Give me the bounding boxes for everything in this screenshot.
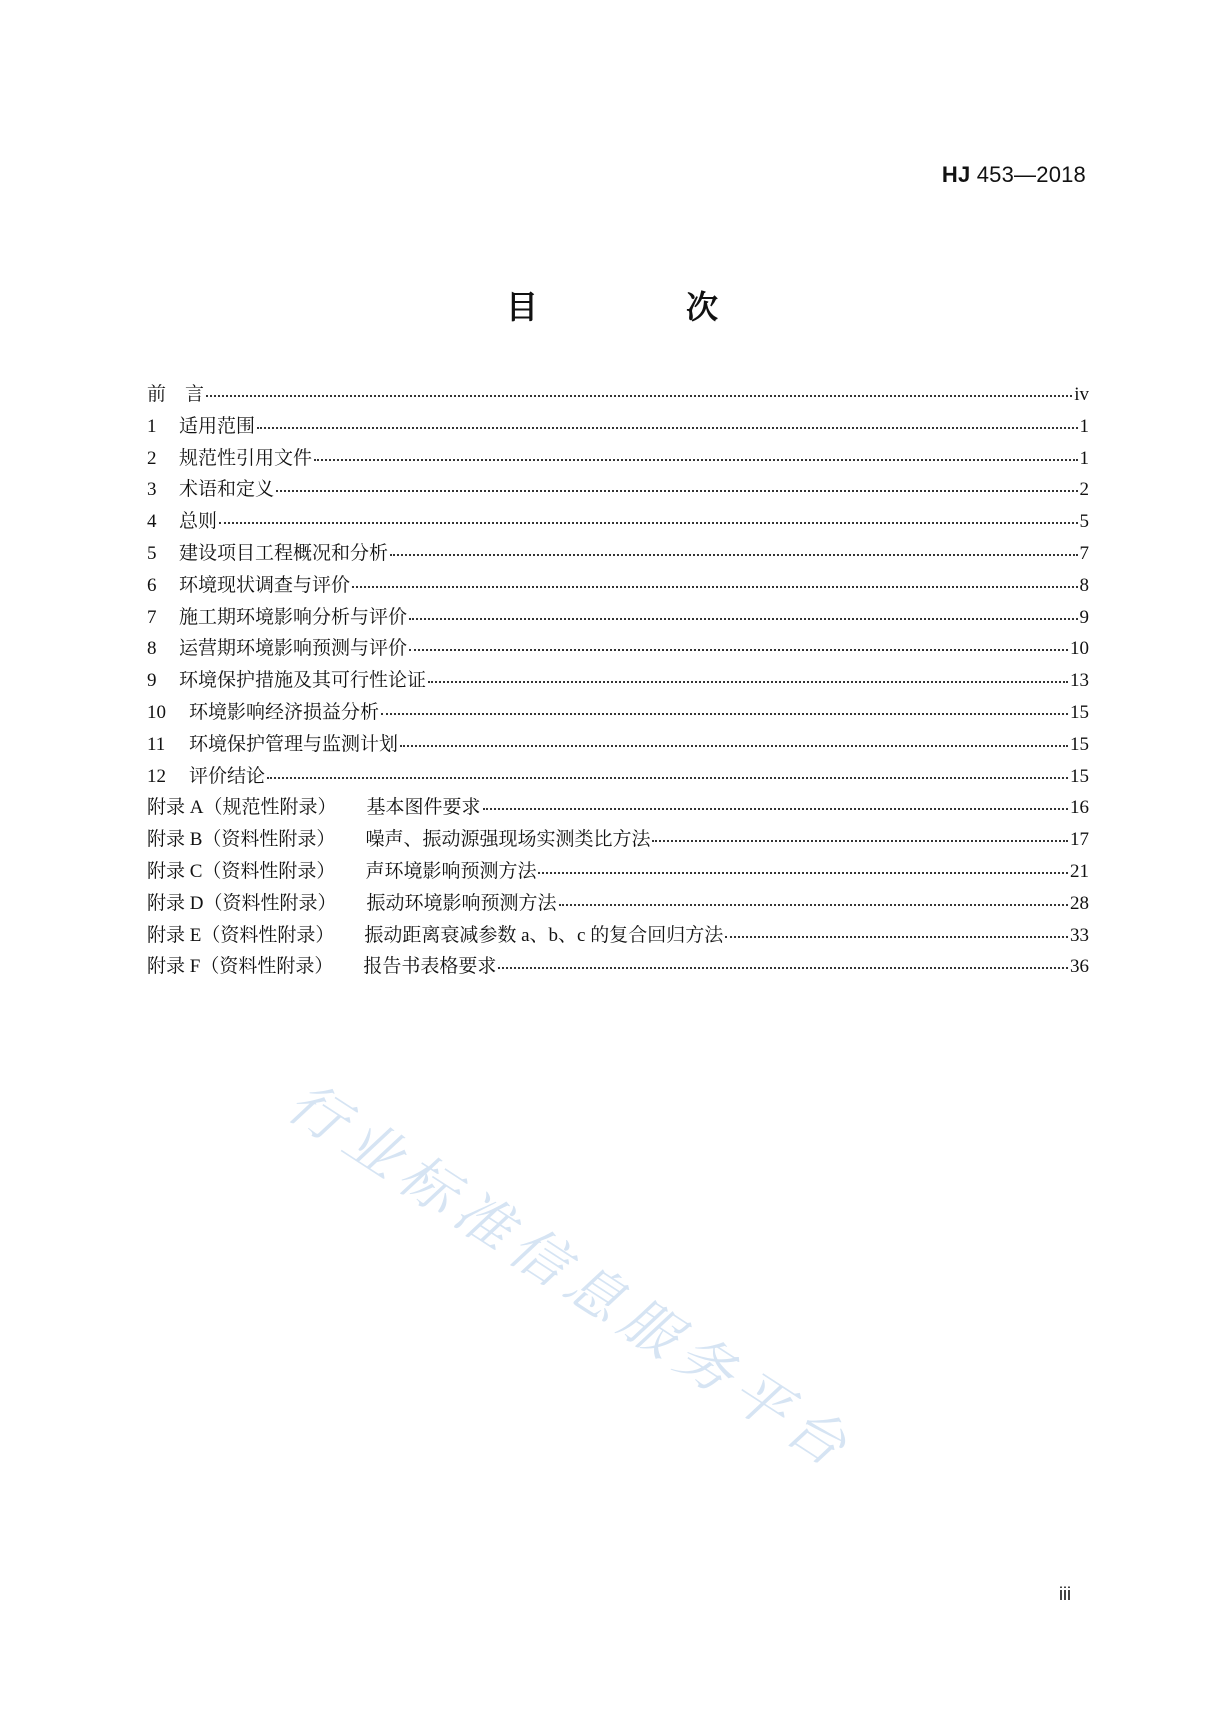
- toc-entry-label: 报告书表格要求: [363, 956, 497, 978]
- toc-entry[interactable]: [147, 633, 1089, 665]
- toc-entry[interactable]: [147, 506, 1089, 538]
- toc-appendix-code: 附录 F（资料性附录）: [147, 956, 334, 978]
- toc-leader-dots: [267, 775, 1068, 779]
- toc-entry-page: 13: [1070, 670, 1089, 692]
- table-of-contents: [147, 379, 1089, 983]
- toc-leader-dots: [400, 743, 1068, 747]
- toc-entry-page: 15: [1070, 733, 1089, 755]
- toc-leader-dots: [498, 965, 1068, 969]
- toc-leader-dots: [652, 838, 1068, 842]
- toc-entry-appendix[interactable]: [147, 792, 1089, 824]
- toc-entry-label: 前 言: [147, 384, 205, 405]
- toc-entry-appendix[interactable]: [147, 951, 1089, 983]
- toc-entry-label: 环境影响经济损益分析: [189, 701, 380, 723]
- toc-entry-page: 16: [1070, 797, 1089, 819]
- toc-appendix-code: 附录 D（资料性附录）: [147, 892, 337, 914]
- toc-entry-number: 11: [147, 733, 166, 755]
- toc-entry[interactable]: [147, 761, 1089, 793]
- toc-entry-page: 2: [1079, 479, 1089, 501]
- toc-entry[interactable]: [147, 379, 1089, 411]
- toc-entry[interactable]: [147, 474, 1089, 506]
- toc-entry-page: 17: [1070, 829, 1089, 851]
- toc-entry[interactable]: [147, 602, 1089, 634]
- toc-entry[interactable]: [147, 538, 1089, 570]
- toc-entry-appendix[interactable]: [147, 856, 1089, 888]
- toc-entry-appendix[interactable]: [147, 920, 1089, 952]
- toc-entry-label: 环境保护管理与监测计划: [189, 733, 399, 755]
- toc-entry-number: 1: [147, 415, 157, 437]
- toc-entry-appendix[interactable]: [147, 888, 1089, 920]
- toc-appendix-code: 附录 E（资料性附录）: [147, 924, 335, 946]
- toc-entry-number: 9: [147, 670, 157, 692]
- toc-appendix-code: 附录 C（资料性附录）: [147, 860, 336, 882]
- toc-leader-dots: [257, 425, 1077, 429]
- toc-entry-label: 振动距离衰减参数 a、b、c 的复合回归方法: [364, 924, 724, 946]
- toc-entry-label: 建设项目工程概况和分析: [179, 542, 389, 564]
- document-code: [942, 162, 1086, 188]
- toc-entry-number: 2: [147, 447, 157, 469]
- toc-entry-page: 1: [1079, 415, 1089, 437]
- toc-entry-label: 评价结论: [189, 765, 266, 787]
- page-number: iii: [1059, 1584, 1071, 1604]
- toc-entry-page: 1: [1079, 447, 1089, 469]
- toc-leader-dots: [409, 616, 1077, 620]
- toc-entry-label: 振动环境影响预测方法: [366, 892, 557, 914]
- toc-appendix-code: 附录 A（规范性附录）: [147, 797, 337, 819]
- toc-entry-number: 6: [147, 574, 157, 596]
- toc-leader-dots: [559, 902, 1069, 906]
- toc-entry[interactable]: [147, 570, 1089, 602]
- toc-leader-dots: [276, 488, 1077, 492]
- document-code-number: 453—2018: [976, 162, 1086, 187]
- toc-leader-dots: [538, 870, 1068, 874]
- toc-entry-label: 声环境影响预测方法: [365, 860, 537, 882]
- toc-entry-label: 环境保护措施及其可行性论证: [179, 670, 427, 692]
- toc-entry-page: 28: [1070, 892, 1089, 914]
- toc-entry[interactable]: [147, 411, 1089, 443]
- toc-entry-label: 规范性引用文件: [179, 447, 313, 469]
- toc-entry-page: 8: [1079, 574, 1089, 596]
- toc-appendix-code: 附录 B（资料性附录）: [147, 829, 336, 851]
- toc-entry-page: 33: [1070, 924, 1089, 946]
- toc-entry-label: 环境现状调查与评价: [179, 574, 351, 596]
- toc-entry-label: 术语和定义: [179, 479, 275, 501]
- document-code-prefix: HJ: [941, 162, 971, 187]
- toc-entry-number: 5: [147, 542, 157, 564]
- toc-leader-dots: [314, 457, 1077, 461]
- toc-leader-dots: [725, 934, 1068, 938]
- toc-entry-page: 10: [1070, 638, 1089, 660]
- toc-entry-number: 3: [147, 479, 157, 501]
- toc-entry[interactable]: [147, 443, 1089, 475]
- toc-leader-dots: [381, 711, 1068, 715]
- toc-leader-dots: [352, 584, 1077, 588]
- toc-entry-label: 总则: [179, 511, 218, 533]
- watermark-text: 行业标准信息服务平台: [276, 1070, 865, 1485]
- toc-entry-number: 7: [147, 606, 157, 628]
- toc-leader-dots: [390, 552, 1077, 556]
- toc-entry-label: 噪声、振动源强现场实测类比方法: [365, 829, 651, 851]
- toc-leader-dots: [428, 679, 1068, 683]
- toc-entry[interactable]: [147, 729, 1089, 761]
- toc-leader-dots: [483, 806, 1069, 810]
- toc-entry-number: 10: [147, 701, 166, 723]
- toc-entry-number: 8: [147, 638, 157, 660]
- toc-entry-page: 9: [1079, 606, 1089, 628]
- toc-entry-page: 15: [1070, 765, 1089, 787]
- toc-entry-page: 21: [1070, 860, 1089, 882]
- toc-entry[interactable]: [147, 697, 1089, 729]
- toc-entry-page: iv: [1074, 384, 1089, 405]
- toc-entry-page: 7: [1079, 542, 1089, 564]
- toc-entry-label: 适用范围: [179, 415, 256, 437]
- toc-entry-label: 施工期环境影响分析与评价: [179, 606, 408, 628]
- toc-entry-appendix[interactable]: [147, 824, 1089, 856]
- toc-entry-page: 5: [1079, 511, 1089, 533]
- toc-entry-page: 36: [1070, 956, 1089, 978]
- toc-entry-label: 基本图件要求: [366, 797, 481, 819]
- toc-leader-dots: [409, 647, 1068, 651]
- toc-entry-page: 15: [1070, 701, 1089, 723]
- toc-entry-label: 运营期环境影响预测与评价: [179, 638, 408, 660]
- toc-entry-number: 12: [147, 765, 166, 787]
- toc-entry[interactable]: [147, 665, 1089, 697]
- toc-leader-dots: [219, 520, 1077, 524]
- toc-leader-dots: [206, 393, 1072, 397]
- toc-title: 目 次: [505, 288, 776, 326]
- toc-entry-number: 4: [147, 511, 157, 533]
